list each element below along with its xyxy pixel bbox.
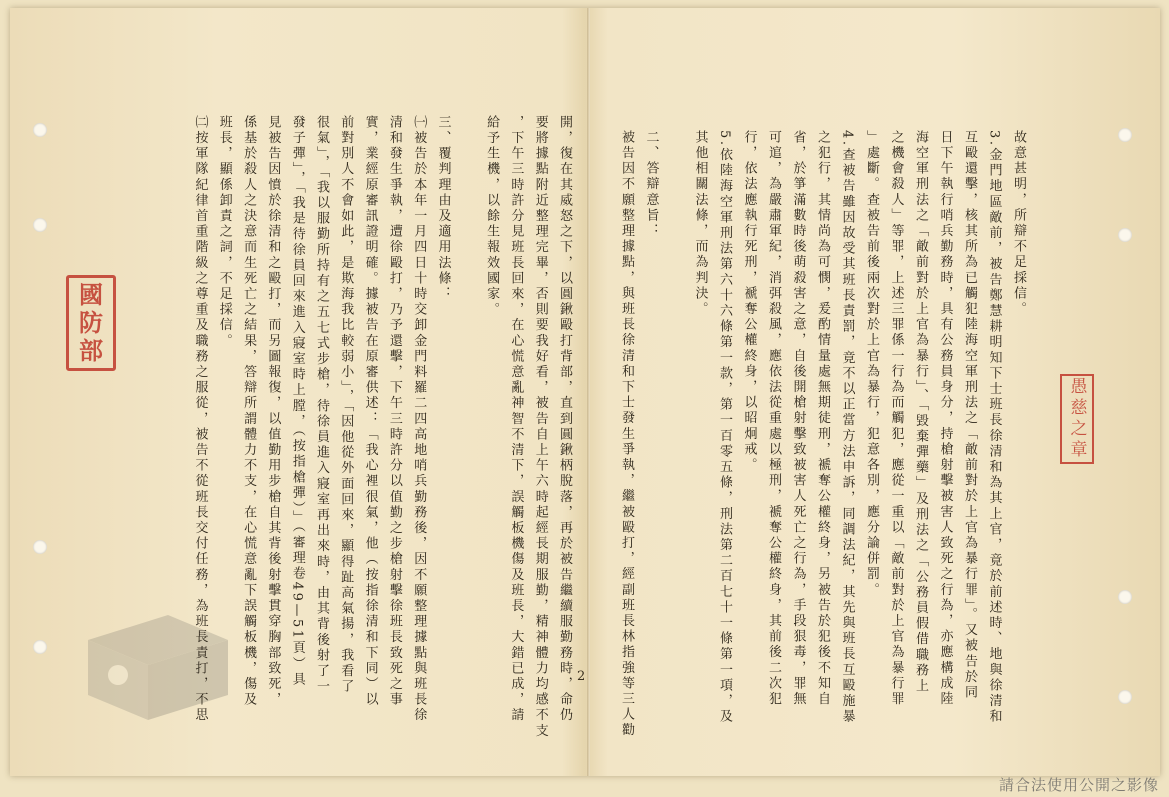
binder-hole bbox=[1118, 690, 1132, 704]
right-page-text-column: 可逭，為嚴肅軍紀，消弭殺風，應依法從重處以極刑，褫奪公權終身，其前後二次犯 bbox=[766, 130, 781, 708]
left-page-text-column: ㈠被告於本年一月四日十時交卸金門料羅二四高地哨兵勤務後，因不願整理據點與班長徐 bbox=[411, 115, 427, 724]
binder-hole bbox=[33, 218, 47, 232]
archive-watermark-icon bbox=[78, 600, 238, 720]
seal-char: 國 bbox=[79, 280, 103, 309]
left-page-text-column: 給予生機，以餘生報效國家。 bbox=[484, 115, 500, 318]
left-page-text-column: 很氣」，「我以服勤所持有之五七式步槍，待徐員進入寢室再出來時，由其背後射了一 bbox=[314, 115, 329, 695]
personal-seal bbox=[1060, 374, 1094, 464]
left-page-text-column: 實，業經原審訊證明確。據被告在原審供述：「我心裡很氣，他（按指徐清和下同）以 bbox=[362, 115, 378, 708]
left-page-text-column: 係基於殺人之決意而生死亡之結果，答辯所謂體力不支，在心慌意亂下誤觸板機，傷及 bbox=[241, 115, 257, 708]
right-page-text-column: 行，依法應執行死刑，褫奪公權終身，以昭炯戒。 bbox=[741, 130, 757, 474]
page-number: 2 bbox=[577, 669, 586, 684]
right-page-text-column: 被告因不願整理據點，與班長徐清和下士發生爭執，繼被毆打，經副班長林指強等三人勸 bbox=[619, 130, 634, 739]
right-page-text-column: 日下午執行哨兵勤務時，具有公務員身分，持槍射擊被害人致死之行為，亦應構成陸 bbox=[937, 130, 953, 708]
seal-char: 部 bbox=[79, 336, 103, 365]
right-page-text-column: 3.金門地區敵前，被告鄭慧耕明知下士班長徐清和為其上官，竟於前述時、地與徐清和 bbox=[986, 130, 1002, 725]
seal-char: 防 bbox=[79, 308, 103, 337]
left-page-text-column: 開，復在其威怒之下，以圓鍬毆打背部，直到圓鍬柄脫落，再於被告繼續服勤務時，命仍 bbox=[557, 115, 572, 724]
binder-hole bbox=[1118, 590, 1132, 604]
binder-hole bbox=[33, 640, 47, 654]
right-page-text-column: 互毆還擊，核其所為已觸犯陸海空軍刑法之「敵前對於上官為暴行罪」。又被告於同 bbox=[962, 130, 977, 701]
binder-hole bbox=[33, 123, 47, 137]
binder-hole bbox=[1118, 228, 1132, 242]
page-fold bbox=[587, 8, 590, 776]
right-page-text-column: 4.查被告雖因故受其班長責罰，竟不以正當方法申訴，同調法紀，其先與班長互毆施暴 bbox=[839, 130, 855, 725]
binder-hole bbox=[33, 540, 47, 554]
right-page-text-column: 二、答辯意旨： bbox=[643, 130, 659, 240]
left-page-text-column: 要將據點附近整理完畢，否則要我好看，被告自上午六時起經長期服勤，精神體力均感不支 bbox=[532, 115, 548, 739]
left-page-text-column: ，下午三時許分見班長回來，在心慌意亂神智不清下，誤觸板機傷及班長，大錯已成，請 bbox=[508, 115, 524, 724]
left-page-text-column: 前對別人不會如此，是欺海我比較弱小」，「因他從外面回來，顯得趾高氣揚，我看了 bbox=[338, 115, 354, 695]
left-page-text-column: 班長，顯係卸責之詞，不足採信。 bbox=[216, 115, 232, 349]
left-page-text-column: ㈡按軍隊紀律首重階級之尊重及職務之服從，被告不從班長交付任務，為班長責打，不思 bbox=[192, 115, 208, 724]
right-page-text-column: 故意甚明，所辯不足採信。 bbox=[1011, 130, 1026, 318]
right-page-text-column: 之機會殺人」等罪，上述三罪係一行為而觸犯，應從一重以「敵前對於上官為暴行罪 bbox=[888, 130, 904, 708]
usage-notice: 請合法使用公開之影像 bbox=[998, 776, 1159, 794]
right-page-text-column: 省，於箏滿數時後萌殺害之意，自後開槍射擊致被害人死亡之行為，手段狠毒，罪無 bbox=[790, 130, 806, 708]
seal-text: 愚慈之章 bbox=[1066, 377, 1087, 461]
ministry-seal bbox=[66, 275, 116, 371]
right-page-text-column: 其他相關法條，而為判決。 bbox=[692, 130, 708, 318]
left-page-text-column: 三、覆判理由及適用法條： bbox=[435, 115, 451, 303]
left-page-text-column: 發子彈」，「我是待徐員回來進入寢室時上膛，（按指槍彈）」（審理卷49—51頁）具 bbox=[289, 115, 305, 688]
binder-hole bbox=[1118, 128, 1132, 142]
right-page-text-column: 海空軍刑法之「敵前對於上官為暴行」、「毀棄彈藥」及刑法之「公務員假借職務上 bbox=[913, 130, 928, 695]
right-page-text-column: 」處斷。查被告前後兩次對於上官為暴行，犯意各別，應分論併罰。 bbox=[864, 130, 879, 598]
right-page-text-column: 5.依陸海空軍刑法第六十六條第一款，第一百零五條，刑法第二百七十一條第一項，及 bbox=[717, 130, 732, 725]
right-page-text-column: 之犯行，其情尚為可憫，爰酌情量處無期徒刑，褫奪公權終身，另被告於犯後不知自 bbox=[815, 130, 830, 708]
left-page-text-column: 清和發生爭執，遭徐毆打，乃予還擊，下午三時許分以值勤之步槍射擊徐班長致死之事 bbox=[386, 115, 402, 708]
left-page-text-column: 見被告因憤於徐清和之毆打，而另圖報復，以值勤用步槍自其背後射擊貫穿胸部致死， bbox=[265, 115, 281, 708]
